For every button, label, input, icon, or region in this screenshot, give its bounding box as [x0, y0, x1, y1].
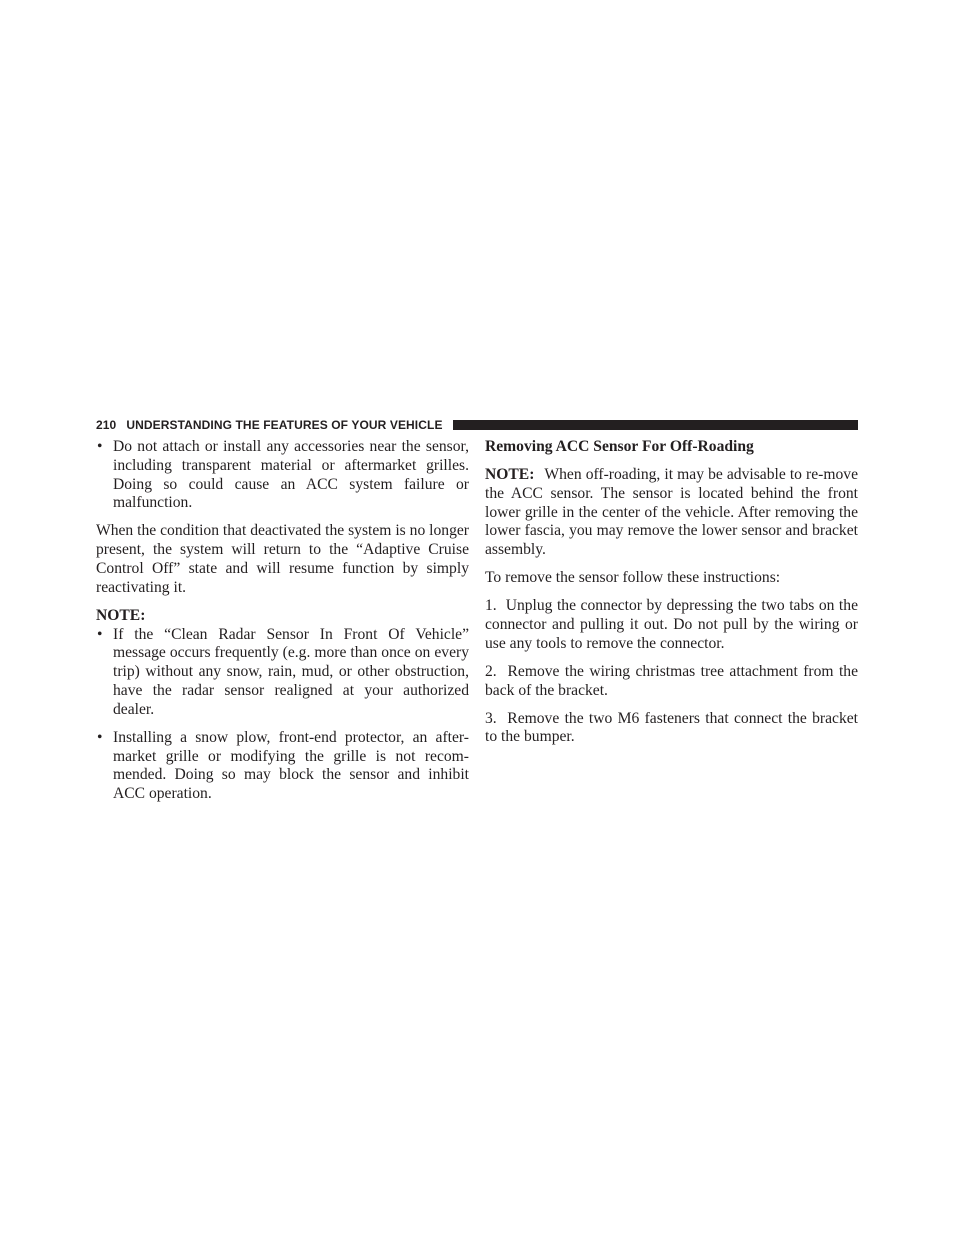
right-column [485, 438, 858, 756]
section-heading: Removing ACC Sensor For Off-Roading [485, 438, 754, 455]
left-column [96, 438, 469, 813]
instructions-intro: To remove the sensor follow these instructions: [485, 569, 781, 587]
note-label: NOTE: [96, 606, 146, 624]
note-text: When off-roading, it may be advisable to re-move the ACC sensor. The sensor is located behind the front lower grille in the center of the vehicle. After removing the lower fascia, you may remove the lower sensor and bracket assembly. [485, 465, 858, 559]
bullet-accessories-warning: • Do not attach or install any accessories near the sensor, including transparent material or aftermarket grilles. Doing so could cause an ACC system failure or malfunction. [96, 438, 469, 513]
header-rule-bar [453, 420, 858, 430]
note-paragraph [485, 466, 858, 560]
note-bullet-clean-radar: • If the “Clean Radar Sensor In Front Of Vehicle” message occurs frequently (e.g. more than once on every trip) without any snow, rain, mud, or other obstruction, have the radar sensor realigned at your authorized dealer. [96, 626, 469, 720]
note-bullet-snow-plow: • Installing a snow plow, front-end protector, an after-market grille or modifying the grille is not recom-mended. Doing so may block the sensor and inhibit ACC operation. [96, 729, 469, 804]
paragraph-reactivation: When the condition that deactivated the system is no longer present, the system will return to the “Adaptive Cruise Control Off” state and will resume function by simply reactivating it. [96, 522, 469, 596]
section-title: UNDERSTANDING THE FEATURES OF YOUR VEHICLE [126, 418, 443, 432]
page-number: 210 [96, 418, 117, 432]
page-header [96, 417, 858, 433]
step-2: 2. Remove the wiring christmas tree attachment from the back of the bracket. [485, 662, 858, 699]
step-3: 3. Remove the two M6 fasteners that connect the bracket to the bumper. [485, 709, 858, 746]
step-1: 1. Unplug the connector by depressing the two tabs on the connector and pulling it out. Do not pull by the wiring or use any tools to remove the connector. [485, 597, 858, 652]
note-inline-label: NOTE: [485, 465, 535, 483]
